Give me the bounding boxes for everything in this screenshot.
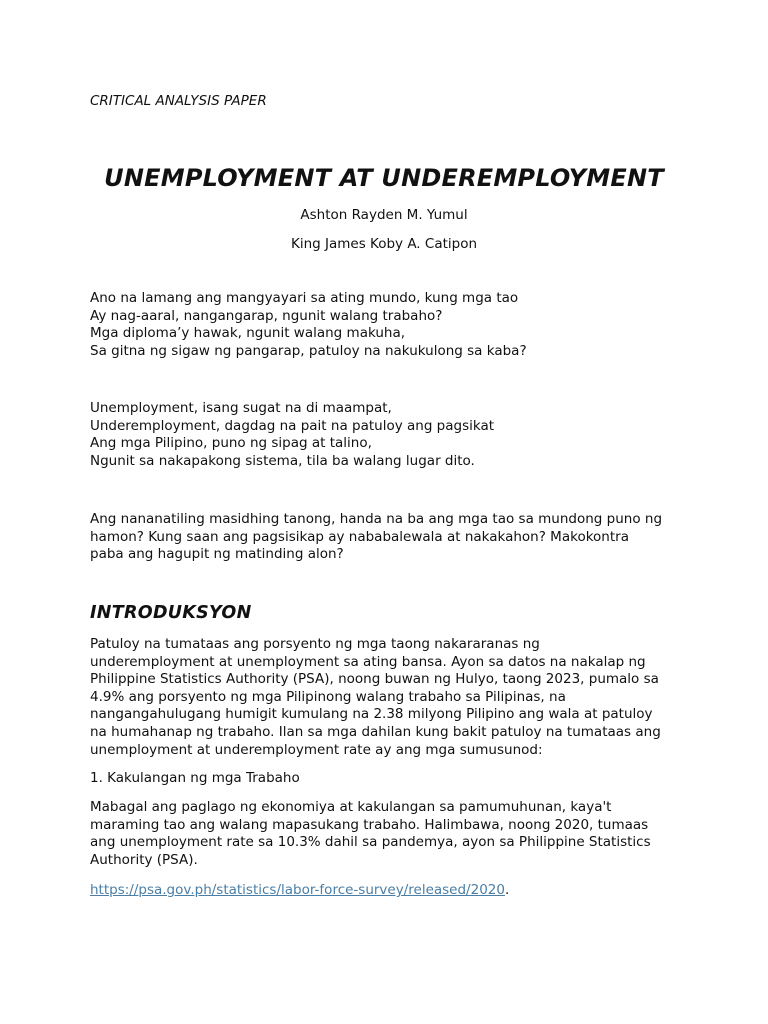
poem-line: Ano na lamang ang mangyayari sa ating mundo, kung mga tao [90,290,519,306]
paragraph-line: nangangahulugang humigit kumulang na 2.38 milyong Pilipino ang wala at patuloy [90,706,653,723]
source-link[interactable]: https://psa.gov.ph/statistics/labor-force-survey/released/2020 [90,882,505,898]
document-title: UNEMPLOYMENT AT UNDEREMPLOYMENT [104,164,664,192]
paragraph-line: hamon? Kung saan ang pagsisikap ay nababalewala at nakakahon? Makokontra [90,528,629,545]
list-item: 1. Kakulangan ng mga Trabaho [90,770,300,786]
author-name: Ashton Rayden M. Yumul [300,207,468,223]
paragraph-line: unemployment at underemployment rate ay ang mga sumusunod: [90,741,543,758]
poem-stanza-1 [90,290,690,360]
author-name: King James Koby A. Catipon [290,236,478,252]
paper-type-label: CRITICAL ANALYSIS PAPER [90,93,267,109]
guiding-question-paragraph [90,511,690,564]
poem-line: Unemployment, isang sugat na di maampat, [90,400,392,416]
poem-line: Ngunit sa nakapakong sistema, tila ba walang lugar dito. [90,452,475,469]
paragraph-line: paba ang hagupit ng matinding alon? [90,546,344,563]
poem-line: Ay nag-aaral, nangangarap, ngunit walang trabaho? [90,307,443,324]
source-period: . [504,882,510,898]
paragraph-line: ang unemployment rate sa 10.3% dahil sa pandemya, ayon sa Philippine Statistics [90,834,651,851]
poem-stanza-2 [90,400,690,470]
poem-line: Underemployment, dagdag na pait na patuloy ang pagsikat [90,417,495,434]
paragraph-line: Ang nananatiling masidhing tanong, handa na ba ang mga tao sa mundong puno ng [90,511,663,527]
poem-line: Mga diploma’y hawak, ngunit walang makuha, [90,325,406,342]
document-header [90,92,680,110]
section-heading-introduksyon: INTRODUKSYON [90,603,252,623]
explanation-paragraph [90,799,690,869]
paragraph-line: Mabagal ang paglago ng ekonomiya at kakulangan sa pamumuhunan, kaya't [90,799,612,815]
poem-line: Sa gitna ng sigaw ng pangarap, patuloy na nakukulong sa kaba? [90,342,527,359]
paragraph-line: maraming tao ang walang mapasukang trabaho. Halimbawa, noong 2020, tumaas [90,816,649,833]
paragraph-line: underemployment at unemployment sa ating bansa. Ayon sa datos na nakalap ng [90,653,646,670]
source-citation [90,881,509,899]
paragraph-line: Authority (PSA). [90,851,198,868]
paragraph-line: na humahanap ng trabaho. Ilan sa mga dahilan kung bakit patuloy na tumataas ang [90,723,661,740]
paragraph-line: Philippine Statistics Authority (PSA), noong buwan ng Hulyo, taong 2023, pumalo sa [90,671,659,688]
poem-line: Ang mga Pilipino, puno ng sipag at talino, [90,435,372,452]
intro-paragraph [90,636,690,759]
paragraph-line: Patuloy na tumataas ang porsyento ng mga taong nakararanas ng [90,636,540,652]
paragraph-line: 4.9% ang porsyento ng mga Pilipinong walang trabaho sa Pilipinas, na [90,688,566,705]
